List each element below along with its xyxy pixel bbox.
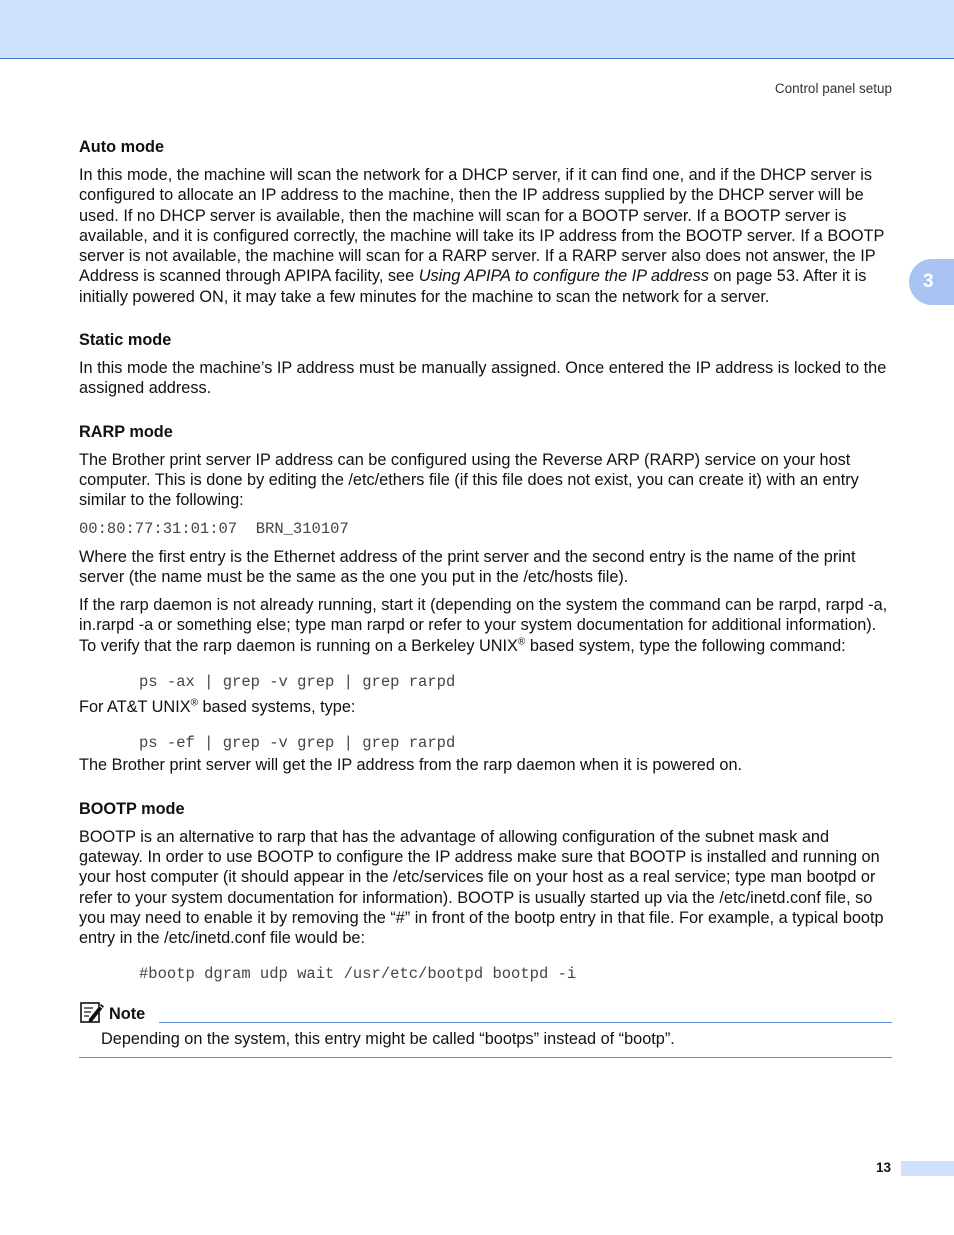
paragraph-att: [79, 697, 892, 717]
page-content: [79, 137, 892, 1058]
code-ethers-entry: 00:80:77:31:01:07 BRN_310107: [79, 519, 349, 538]
auto-mode-text-1: In this mode, the machine will scan the network for a DHCP server, if it can find one, and if the DHCP server is configured to allocate an IP address to the machine, then the IP address supplied by the DHCP server will be used. If no DHCP server is available, then the machine will scan for a BOOTP server. If a BOOTP server is available, and it is configured correctly, the machine will take its IP address from the BOOTP server. If a BOOTP server is not available, the machine will scan for a RARP server. If a RARP server also does not answer, the IP Address is scanned through APIPA facility, see: [79, 166, 885, 286]
code-bootp-entry: #bootp dgram udp wait /usr/etc/bootpd bootpd -i: [139, 965, 577, 984]
pencil-note-icon: [79, 1000, 105, 1024]
registered-mark: ®: [517, 636, 526, 648]
paragraph-auto-mode: [79, 165, 892, 307]
running-header: Control panel setup: [774, 81, 892, 96]
paragraph-static-mode: In this mode the machine’s IP address must be manually assigned. Once entered the IP address is locked to the assigned address.: [79, 359, 887, 398]
rarp-daemon-text-1: If the rarp daemon is not already running, start it (depending on the system the command can be rarpd, rarpd -a, in.rarpd -a or something else; type man rarpd or refer to your system documentation for additional information). To verify that the rarp daemon is running on a Berkeley UNIX: [79, 596, 888, 655]
note-bottom-rule: [79, 1057, 892, 1058]
footer-band: [901, 1161, 954, 1176]
page-number: 13: [876, 1160, 892, 1175]
header-band: [0, 0, 954, 59]
chapter-tab: 3: [909, 259, 954, 305]
note-label: Note: [109, 1005, 146, 1024]
heading-bootp-mode: BOOTP mode: [79, 799, 185, 818]
auto-mode-text-2: on page 53. After it is initially powered ON, it may take a few minutes for the machine to scan the network for a server.: [79, 267, 867, 306]
section-auto-mode: [79, 137, 892, 307]
note-header: [79, 998, 892, 1024]
heading-rarp-mode: RARP mode: [79, 422, 173, 441]
section-static-mode: [79, 330, 892, 399]
heading-auto-mode: Auto mode: [79, 138, 165, 156]
att-text-1: For AT&T UNIX: [79, 698, 191, 717]
att-text-2: based systems, type:: [197, 698, 356, 717]
apipa-link[interactable]: Using APIPA to configure the IP address: [418, 267, 709, 286]
section-rarp-mode: [79, 422, 892, 776]
heading-static-mode: Static mode: [79, 331, 172, 350]
paragraph-rarp-explain: Where the first entry is the Ethernet address of the print server and the second entry is the name of the print server (the name must be the same as the one you put in the /etc/hosts file).: [79, 547, 856, 586]
note-divider: [159, 1022, 892, 1023]
registered-mark-att: ®: [190, 697, 198, 709]
code-att-command: ps -ef | grep -v grep | grep rarpd: [139, 734, 456, 753]
rarp-daemon-text-2: based system, type the following command:: [525, 636, 846, 655]
note-box: [79, 998, 892, 1058]
paragraph-rarp-intro: The Brother print server IP address can be configured using the Reverse ARP (RARP) service on your host computer. This is done by editing the /etc/ethers file (if this file does not exist, you can create it) with an entry similar to the following:: [79, 450, 859, 510]
paragraph-rarp-closing: The Brother print server will get the IP address from the rarp daemon when it is powered on.: [79, 756, 743, 775]
note-text: Depending on the system, this entry might be called “bootps” instead of “bootp”.: [101, 1030, 675, 1049]
paragraph-rarp-daemon: [79, 595, 892, 656]
code-berkeley-command: ps -ax | grep -v grep | grep rarpd: [139, 673, 456, 692]
paragraph-bootp: BOOTP is an alternative to rarp that has the advantage of allowing configuration of the subnet mask and gateway. In order to use BOOTP to configure the IP address make sure that BOOTP is installed and running on your host computer (it should appear in the /etc/services file on your host as a real service; type man bootpd or refer to your system documentation for information). BOOTP is usually started up via the /etc/inetd.conf file, so you may need to enable it by removing the “#” in front of the bootp entry in that file. For example, a typical bootp entry in the /etc/inetd.conf file would be:: [79, 827, 884, 948]
section-bootp-mode: [79, 799, 892, 985]
